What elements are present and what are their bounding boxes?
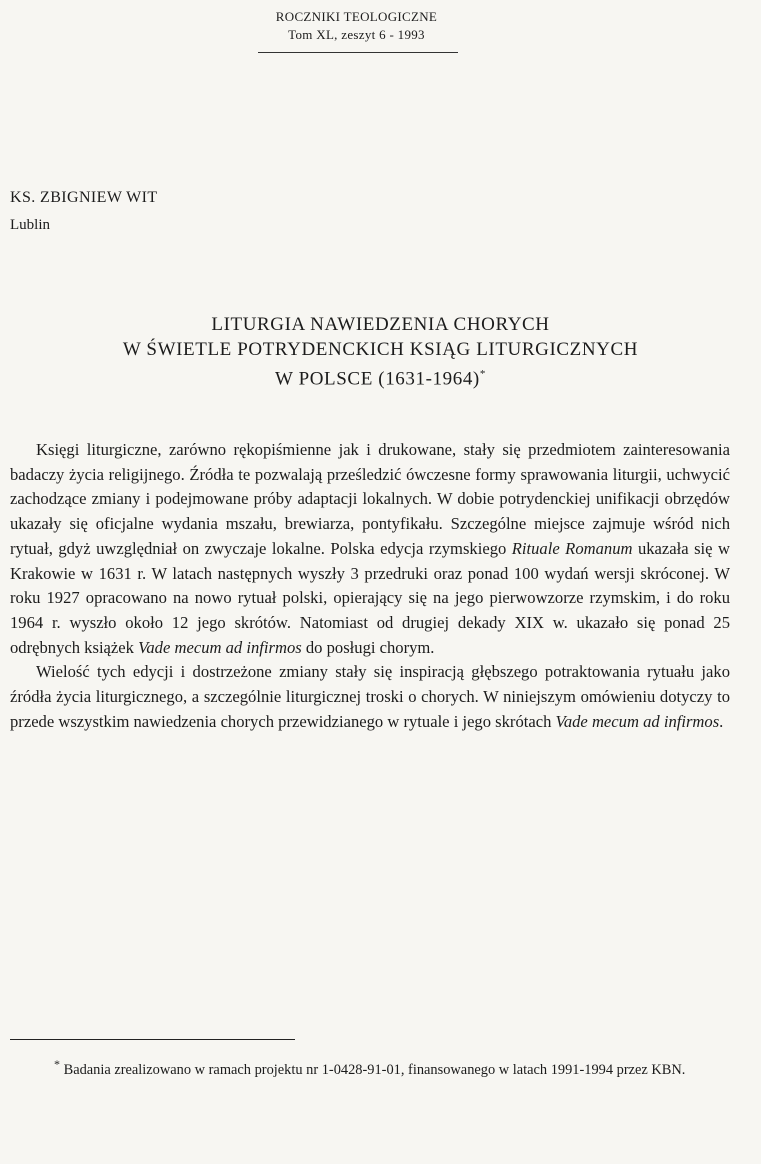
journal-name: ROCZNIKI TEOLOGICZNE [275, 9, 438, 24]
title-line-3 [0, 362, 761, 391]
title-line-3-text: W POLSCE (1631-1964) [275, 368, 480, 390]
running-header [0, 8, 761, 44]
p2-italic-a: Vade mecum ad infirmos [555, 711, 720, 731]
footnote-paragraph [10, 1052, 710, 1082]
paragraph-1 [10, 438, 730, 660]
footnote-text: Badania zrealizowano w ramach projektu nr 1-0428-91-01, finansowanego w latach 1991-1994 przez KBN. [60, 1061, 686, 1078]
title-line-1: LITURGIA NAWIEDZENIA CHORYCH [211, 314, 550, 335]
p1-text-c: do posługi chorym. [301, 637, 435, 657]
p2-text-b: . [719, 711, 724, 731]
p1-italic-a: Rituale Romanum [511, 538, 633, 558]
author-name: KS. ZBIGNIEW WIT [10, 189, 158, 206]
title-footnote-mark: * [479, 368, 486, 380]
paragraph-2 [10, 660, 730, 734]
p2-text-a: Wielość tych edycji i dostrzeżone zmiany stały się inspiracją głębszego potraktowania rytuału jako źródła życia liturgicznego, a szczególnie liturgicznej troski o chorych. W niniejszym omówieniu dotyczy to przede wszystkim nawiedzenia chorych przewidzianego w rytuale i jego skrótach [10, 662, 730, 731]
p1-italic-b: Vade mecum ad infirmos [138, 637, 302, 657]
title-line-2: W ŚWIETLE POTRYDENCKICH KSIĄG LITURGICZNYCH [122, 339, 639, 360]
author-affiliation: Lublin [10, 217, 50, 233]
p1-text-b: ukazała się w Krakowie w 1631 r. W latach następnych wyszły 3 przedruki oraz ponad 100 wydań wersji skróconej. W roku 1927 opracowano na nowo rytuał polski, opierający się na jego pierwowzorze rzymskim, i do roku 1964 r. wyszło około 12 jego skrótów. Natomiast od drugiej dekady XIX w. ukazało się ponad 25 odrębnych książek [10, 538, 730, 657]
article-title [0, 312, 761, 391]
article-body [10, 438, 730, 734]
footnote [10, 1052, 710, 1082]
footnote-rule [10, 1039, 295, 1040]
header-rule [258, 52, 458, 53]
journal-volume: Tom XL, zeszyt 6 - 1993 [288, 27, 425, 42]
p1-text-a: Księgi liturgiczne, zarówno rękopiśmienne jak i drukowane, stały się przedmiotem zainteresowania badaczy życia religijnego. Źródła te pozwalają prześledzić ówczesne formy sprawowania liturgii, uchwycić zachodzące zmiany i podejmowane próby adaptacji lokalnych. W dobie potrydenckiej unifikacji obrzędów ukazały się oficjalne wydania mszału, brewiarza, pontyfikału. Szczególne miejsce zajmuje wśród nich rytuał, gdyż uwzględniał on zwyczaje lokalne. Polska edycja rzymskiego [10, 440, 730, 558]
footnote-mark: * [54, 1057, 60, 1071]
